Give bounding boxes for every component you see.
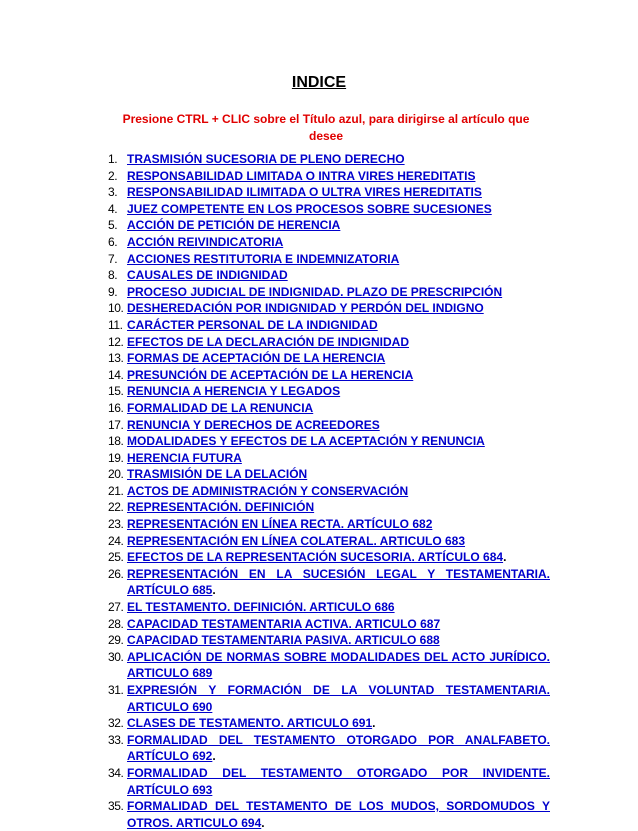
toc-item-number: 12. — [108, 334, 124, 349]
toc-item — [108, 367, 550, 384]
toc-link[interactable]: FORMALIDAD DEL TESTAMENTO OTORGADO POR ANALFABETO. ARTÍCULO 692 — [127, 732, 550, 764]
toc-item — [108, 732, 550, 765]
table-of-contents — [108, 151, 550, 831]
toc-item — [108, 599, 550, 616]
toc-item — [108, 300, 550, 317]
toc-item — [108, 632, 550, 649]
toc-link[interactable]: REPRESENTACIÓN. DEFINICIÓN — [127, 500, 315, 515]
instruction-text: Presione CTRL + CLIC sobre el Título azul, para dirigirse al artículo que desee — [122, 112, 530, 143]
toc-item — [108, 499, 550, 516]
toc-item-body — [127, 483, 550, 500]
toc-item-number: 6. — [108, 234, 118, 249]
toc-item — [108, 649, 550, 682]
toc-item-body — [127, 317, 550, 334]
toc-item-number: 7. — [108, 251, 118, 266]
toc-item-number: 15. — [108, 384, 124, 399]
toc-item-body — [127, 267, 550, 284]
toc-item-body — [127, 798, 550, 831]
toc-item-body — [127, 599, 550, 616]
toc-item-number: 31. — [108, 683, 124, 697]
toc-link[interactable]: ACCIONES RESTITUTORIA E INDEMNIZATORIA — [127, 251, 400, 266]
toc-item-number: 18. — [108, 434, 124, 449]
toc-link[interactable]: PROCESO JUDICIAL DE INDIGNIDAD. PLAZO DE PRESCRIPCIÓN — [127, 284, 503, 299]
toc-link[interactable]: JUEZ COMPETENTE EN LOS PROCESOS SOBRE SUCESIONES — [127, 201, 492, 216]
toc-item-number: 10. — [108, 301, 124, 316]
toc-item-body — [127, 715, 550, 732]
toc-item-number: 25. — [108, 550, 124, 565]
toc-link[interactable]: RESPONSABILIDAD ILIMITADA O ULTRA VIRES HEREDITATIS — [127, 185, 482, 200]
toc-item — [108, 516, 550, 533]
toc-link[interactable]: HERENCIA FUTURA — [127, 450, 242, 465]
toc-item — [108, 533, 550, 550]
toc-item-number: 22. — [108, 500, 124, 515]
toc-item-body — [127, 433, 550, 450]
toc-link[interactable]: ACCIÓN DE PETICIÓN DE HERENCIA — [127, 218, 341, 233]
toc-item-body — [127, 732, 550, 765]
toc-item-body — [127, 168, 550, 185]
toc-link[interactable]: TRASMISIÓN SUCESORIA DE PLENO DERECHO — [127, 152, 405, 166]
toc-link[interactable]: ACTOS DE ADMINISTRACIÓN Y CONSERVACIÓN — [127, 483, 409, 498]
toc-item-trailing-punctuation: . — [212, 583, 216, 598]
toc-item — [108, 616, 550, 633]
toc-link[interactable]: ACCIÓN REIVINDICATORIA — [127, 234, 284, 249]
toc-item — [108, 549, 550, 566]
toc-link[interactable]: CLASES DE TESTAMENTO. ARTICULO 691 — [127, 716, 373, 731]
toc-link[interactable]: RENUNCIA A HERENCIA Y LEGADOS — [127, 384, 341, 399]
toc-item-number: 27. — [108, 600, 124, 615]
toc-item-body — [127, 649, 550, 682]
toc-item — [108, 217, 550, 234]
toc-link[interactable]: APLICACIÓN DE NORMAS SOBRE MODALIDADES DEL ACTO JURÍDICO. ARTICULO 689 — [127, 649, 550, 681]
toc-item-number: 20. — [108, 467, 124, 482]
toc-item — [108, 168, 550, 185]
toc-item-body — [127, 251, 550, 268]
toc-item-body — [127, 765, 550, 798]
toc-item-body — [127, 151, 550, 168]
toc-link[interactable]: CAPACIDAD TESTAMENTARIA PASIVA. ARTICULO 688 — [127, 633, 440, 648]
toc-item-number: 3. — [108, 185, 118, 200]
toc-item-body — [127, 499, 550, 516]
toc-item — [108, 433, 550, 450]
toc-item-trailing-punctuation: . — [503, 550, 507, 565]
toc-item-body — [127, 533, 550, 550]
toc-item-number: 1. — [108, 152, 118, 166]
toc-item-body — [127, 284, 550, 301]
toc-item-body — [127, 400, 550, 417]
toc-item-number: 13. — [108, 351, 124, 366]
toc-item-number: 2. — [108, 168, 118, 183]
toc-link[interactable]: CAUSALES DE INDIGNIDAD — [127, 268, 288, 283]
toc-item-number: 11. — [108, 317, 123, 332]
toc-item-number: 30. — [108, 649, 124, 664]
toc-item — [108, 334, 550, 351]
toc-item — [108, 284, 550, 301]
toc-item — [108, 483, 550, 500]
toc-item-body — [127, 383, 550, 400]
toc-item-body — [127, 566, 550, 599]
toc-item — [108, 251, 550, 268]
toc-item-number: 34. — [108, 765, 124, 780]
toc-item-number: 32. — [108, 716, 124, 731]
toc-item — [108, 151, 550, 168]
toc-item-body — [127, 450, 550, 467]
toc-item-body — [127, 201, 550, 218]
toc-item-body — [127, 417, 550, 434]
toc-item-number: 33. — [108, 732, 124, 747]
toc-item — [108, 466, 550, 483]
toc-item-body — [127, 217, 550, 234]
toc-item — [108, 184, 550, 201]
toc-link[interactable]: REPRESENTACIÓN EN LÍNEA COLATERAL. ARTICULO 683 — [127, 533, 466, 548]
toc-item — [108, 400, 550, 417]
toc-item-body — [127, 616, 550, 633]
toc-item-number: 19. — [108, 450, 124, 465]
toc-item-number: 23. — [108, 517, 124, 532]
toc-item — [108, 234, 550, 251]
toc-item-body — [127, 350, 550, 367]
toc-item-body — [127, 682, 550, 715]
toc-item-number: 8. — [108, 268, 118, 283]
page-title: INDICE — [291, 74, 347, 91]
toc-item-number: 24. — [108, 533, 124, 548]
toc-link[interactable]: RENUNCIA Y DERECHOS DE ACREEDORES — [127, 417, 380, 432]
toc-item — [108, 417, 550, 434]
toc-item-number: 29. — [108, 633, 124, 648]
toc-item-number: 35. — [108, 799, 124, 814]
toc-item-number: 9. — [108, 284, 118, 299]
toc-item-body — [127, 549, 550, 566]
toc-item-trailing-punctuation: . — [372, 716, 376, 731]
toc-item-number: 5. — [108, 218, 118, 233]
toc-link[interactable]: TRASMISIÓN DE LA DELACIÓN — [127, 467, 308, 482]
toc-item — [108, 317, 550, 334]
toc-item-number: 14. — [108, 367, 124, 382]
toc-link[interactable]: FORMALIDAD DEL TESTAMENTO DE LOS MUDOS, SORDOMUDOS Y OTROS. ARTICULO 694 — [127, 799, 550, 830]
toc-item-body — [127, 632, 550, 649]
toc-item-number: 21. — [108, 483, 124, 498]
toc-item-body — [127, 367, 550, 384]
toc-link[interactable]: REPRESENTACIÓN EN LA SUCESIÓN LEGAL Y TESTAMENTARIA. ARTÍCULO 685 — [127, 566, 550, 598]
toc-item-body — [127, 184, 550, 201]
toc-link[interactable]: CARÁCTER PERSONAL DE LA INDIGNIDAD — [127, 317, 378, 332]
toc-item-body — [127, 234, 550, 251]
toc-link[interactable]: EL TESTAMENTO. DEFINICIÓN. ARTICULO 686 — [127, 600, 395, 615]
toc-item-number: 26. — [108, 566, 124, 581]
toc-item-body — [127, 300, 550, 317]
toc-item — [108, 350, 550, 367]
toc-link[interactable]: RESPONSABILIDAD LIMITADA O INTRA VIRES HEREDITATIS — [127, 168, 476, 183]
toc-item-number: 17. — [108, 417, 124, 432]
toc-link[interactable]: FORMAS DE ACEPTACIÓN DE LA HERENCIA — [127, 351, 386, 366]
toc-item-number: 4. — [108, 201, 118, 216]
toc-item — [108, 450, 550, 467]
toc-item-trailing-punctuation: . — [261, 815, 265, 830]
toc-link[interactable]: EFECTOS DE LA DECLARACIÓN DE INDIGNIDAD — [127, 334, 410, 349]
toc-link[interactable]: CAPACIDAD TESTAMENTARIA ACTIVA. ARTICULO 687 — [127, 616, 441, 631]
toc-link[interactable]: FORMALIDAD DE LA RENUNCIA — [127, 400, 314, 415]
toc-item-number: 28. — [108, 616, 124, 631]
toc-link[interactable]: PRESUNCIÓN DE ACEPTACIÓN DE LA HERENCIA — [127, 367, 414, 382]
toc-item — [108, 267, 550, 284]
toc-link[interactable]: EXPRESIÓN Y FORMACIÓN DE LA VOLUNTAD TESTAMENTARIA. ARTICULO 690 — [127, 683, 550, 714]
toc-link[interactable]: MODALIDADES Y EFECTOS DE LA ACEPTACIÓN Y RENUNCIA — [127, 434, 485, 449]
toc-link[interactable]: REPRESENTACIÓN EN LÍNEA RECTA. ARTÍCULO 682 — [127, 517, 433, 532]
toc-item — [108, 765, 550, 798]
toc-link[interactable]: EFECTOS DE LA REPRESENTACIÓN SUCESORIA. ARTÍCULO 684 — [127, 550, 504, 565]
toc-link[interactable]: DESHEREDACIÓN POR INDIGNIDAD Y PERDÓN DEL INDIGNO — [127, 301, 484, 316]
toc-link[interactable]: FORMALIDAD DEL TESTAMENTO OTORGADO POR INVIDENTE. ARTÍCULO 693 — [127, 765, 550, 797]
toc-item-trailing-punctuation: . — [212, 749, 216, 764]
toc-item — [108, 383, 550, 400]
toc-item-body — [127, 466, 550, 483]
toc-item-body — [127, 516, 550, 533]
toc-item — [108, 682, 550, 715]
toc-item — [108, 566, 550, 599]
toc-item — [108, 798, 550, 831]
toc-item — [108, 715, 550, 732]
toc-item — [108, 201, 550, 218]
toc-item-body — [127, 334, 550, 351]
toc-item-number: 16. — [108, 400, 124, 415]
